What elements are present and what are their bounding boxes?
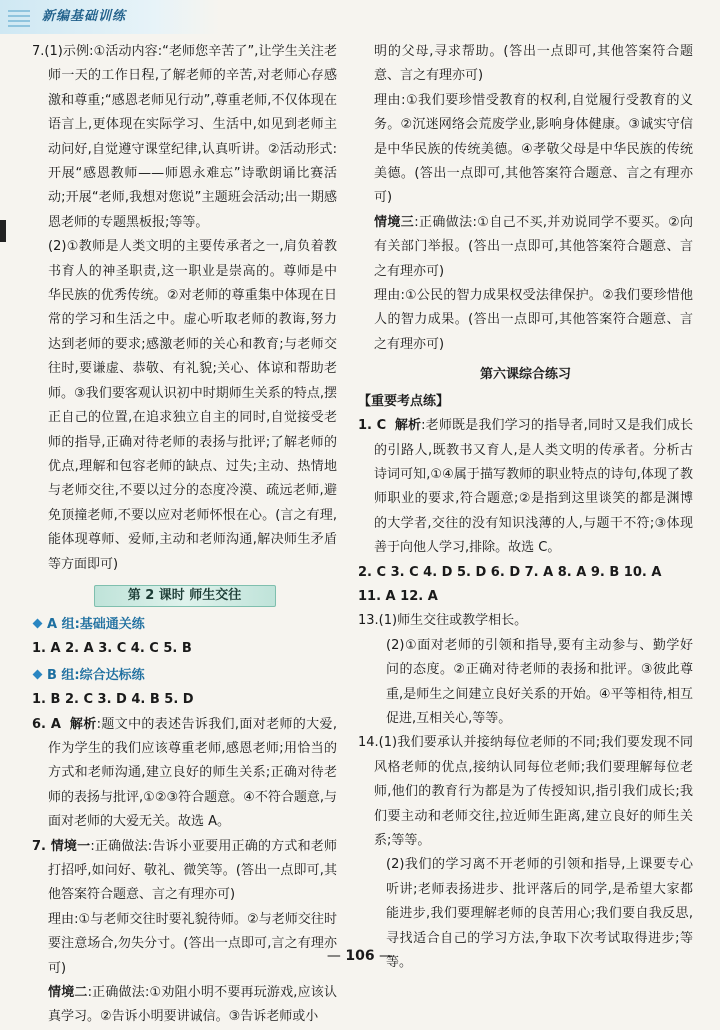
q13-part1: 13.(1)师生交往或教学相长。 xyxy=(358,613,528,629)
q7-scene1: 7. 情境一:正确做法:告诉小亚要用正确的方式和老师打招呼,如问好、敬礼、微笑等。(答出一点即可,其他答案符合题意、言之有理亦可) xyxy=(32,838,338,903)
answers-11-12: 11. A 12. A xyxy=(358,588,438,604)
key-points-heading: 【重要考点练】 xyxy=(358,393,450,409)
q1-answer: 1. C 解析:老师既是我们学习的指导者,同时又是我们成长的引路人,既教书又育人,是人类文明的传承者。分析古诗词可知,①④属于描写教师的职业特点的诗句,体现了教师职业的要求,符合题意;②是指到这里谈笑的都是渊博的大学者,交往的没有知识浅薄的人,与题干不符;③体现善于向他人学习,排除。故选 C。 xyxy=(358,418,693,556)
right-column xyxy=(358,40,693,975)
q6-answer: 6. A 解析:题文中的表述告诉我们,面对老师的大爱,作为学生的我们应该尊重老师,感恩老师;用恰当的方式和老师沟通,建立良好的师生关系;正确对待老师的表扬与批评,①②③符合题意。④不符合题意,与面对老师的大爱无关。故选 A。 xyxy=(32,716,338,830)
section-title: 第六课综合练习 xyxy=(479,367,571,383)
page-number: — 106 — xyxy=(326,948,394,964)
group-b-answers: 1. B 2. C 3. D 4. B 5. D xyxy=(32,692,194,708)
group-a-answers: 1. A 2. A 3. C 4. C 5. B xyxy=(32,641,192,657)
q14-part1: 14.(1)我们要承认并接纳每位老师的不同;我们要发现不同风格老师的优点,接纳认同每位老师;我们要理解每位老师,他们的教育行为都是为了传授知识,指引我们成长;我们要主动和老师交往,拉近师生距离,建立良好的师生关系;等等。 xyxy=(358,735,693,848)
group-b-heading: B 组:综合达标练 xyxy=(32,664,337,688)
reason3: 理由:①公民的智力成果权受法律保护。②我们要珍惜他人的智力成果。(答出一点即可,其他答案符合题意、言之有理亦可) xyxy=(374,288,693,352)
reason2: 理由:①我们要珍惜受教育的权利,自觉履行受教育的义务。②沉迷网络会荒废学业,影响身体健康。③诚实守信是中华民族的传统美德。④孝敬父母是中华民族的传统美德。(答出一点即可,其他答案符合题意、言之有理亦可) xyxy=(374,92,693,206)
q7-part2: (2)①教师是人类文明的主要传承者之一,肩负着教书育人的神圣职责,这一职业是崇高的。尊师是中华民族的优秀传统。②对老师的尊重集中体现在日常的学习和生活之中。虚心听取老师的教诲,努力达到老师的要求;感激老师的关心和教育;与老师交往时,要谦虚、恭敬、有礼貌;关心、体谅和帮助老师。③我们要客观认识初中时期师生关系的特点,摆正自己的位置,在追求独立自主的同时,自觉接受老师的指导,正确对待老师的表扬与批评;了解老师的优点,理解和包容老师的缺点、过失;主动、热情地与老师交往,不要以过分的态度冷漠、疏远老师,避免顶撞老师,不要以应对老师怀恨在心。(言之有理,能体现尊师、爱师,主动和老师沟通,解决师生矛盾等方面即可) xyxy=(48,239,337,572)
lesson-banner: 第 2 课时 师生交往 xyxy=(94,585,276,607)
binding-mark xyxy=(0,220,6,242)
scene2-continued: 明的父母,寻求帮助。(答出一点即可,其他答案符合题意、言之有理亦可) xyxy=(374,44,693,84)
group-a-heading: A 组:基础通关练 xyxy=(32,613,337,637)
book-title: 新编基础训练 xyxy=(42,9,127,24)
diamond-icon xyxy=(33,669,43,679)
q7-reason1: 理由:①与老师交往时要礼貌待师。②与老师交往时要注意场合,勿失分寸。(答出一点即可,言之有理亦可) xyxy=(48,911,337,976)
header-banner xyxy=(0,0,220,34)
scene3: 情境三:正确做法:①自己不买,并劝说同学不要买。②向有关部门举报。(答出一点即可,其他答案符合题意、言之有理亦可) xyxy=(374,214,693,279)
q13-part2: (2)①面对老师的引领和指导,要有主动参与、勤学好问的态度。②正确对待老师的表扬和批评。③彼此尊重,是师生之间建立良好关系的开始。④平等相待,相互促进,互相关心,等等。 xyxy=(386,637,693,726)
answers-2-10: 2. C 3. C 4. D 5. D 6. D 7. A 8. A 9. B 10. A xyxy=(358,564,662,580)
q14-part2: (2)我们的学习离不开老师的引领和指导,上课要专心听讲;老师表扬进步、批评落后的同学,是希望大家都能进步,我们要理解老师的良苦用心;我们要自我反思,寻找适合自己的学习方法,争取下次考试取得进步;等等。 xyxy=(386,857,693,971)
left-column xyxy=(32,40,337,1030)
header-decoration xyxy=(8,10,30,30)
diamond-icon xyxy=(33,618,43,628)
q7-scene2: 情境二:正确做法:①劝阻小明不要再玩游戏,应该认真学习。②告诉小明要讲诚信。③告诉老师或小 xyxy=(48,985,337,1025)
q7-part1: 7.(1)示例:①活动内容:“老师您辛苦了”,让学生关注老师一天的工作日程,了解老师的辛苦,对老师心存感激和尊重;“感恩老师见行动”,尊重老师,不仅体现在语言上,更体现在实际学习、生活中,如见到老师主动问好,自觉遵守课堂纪律,认真听讲。②活动形式:开展“感恩教师——师恩永难忘”诗歌朗诵比赛活动;开展“老师,我想对您说”主题班会活动;出一期感恩老师的专题黑板报;等等。 xyxy=(32,44,337,230)
